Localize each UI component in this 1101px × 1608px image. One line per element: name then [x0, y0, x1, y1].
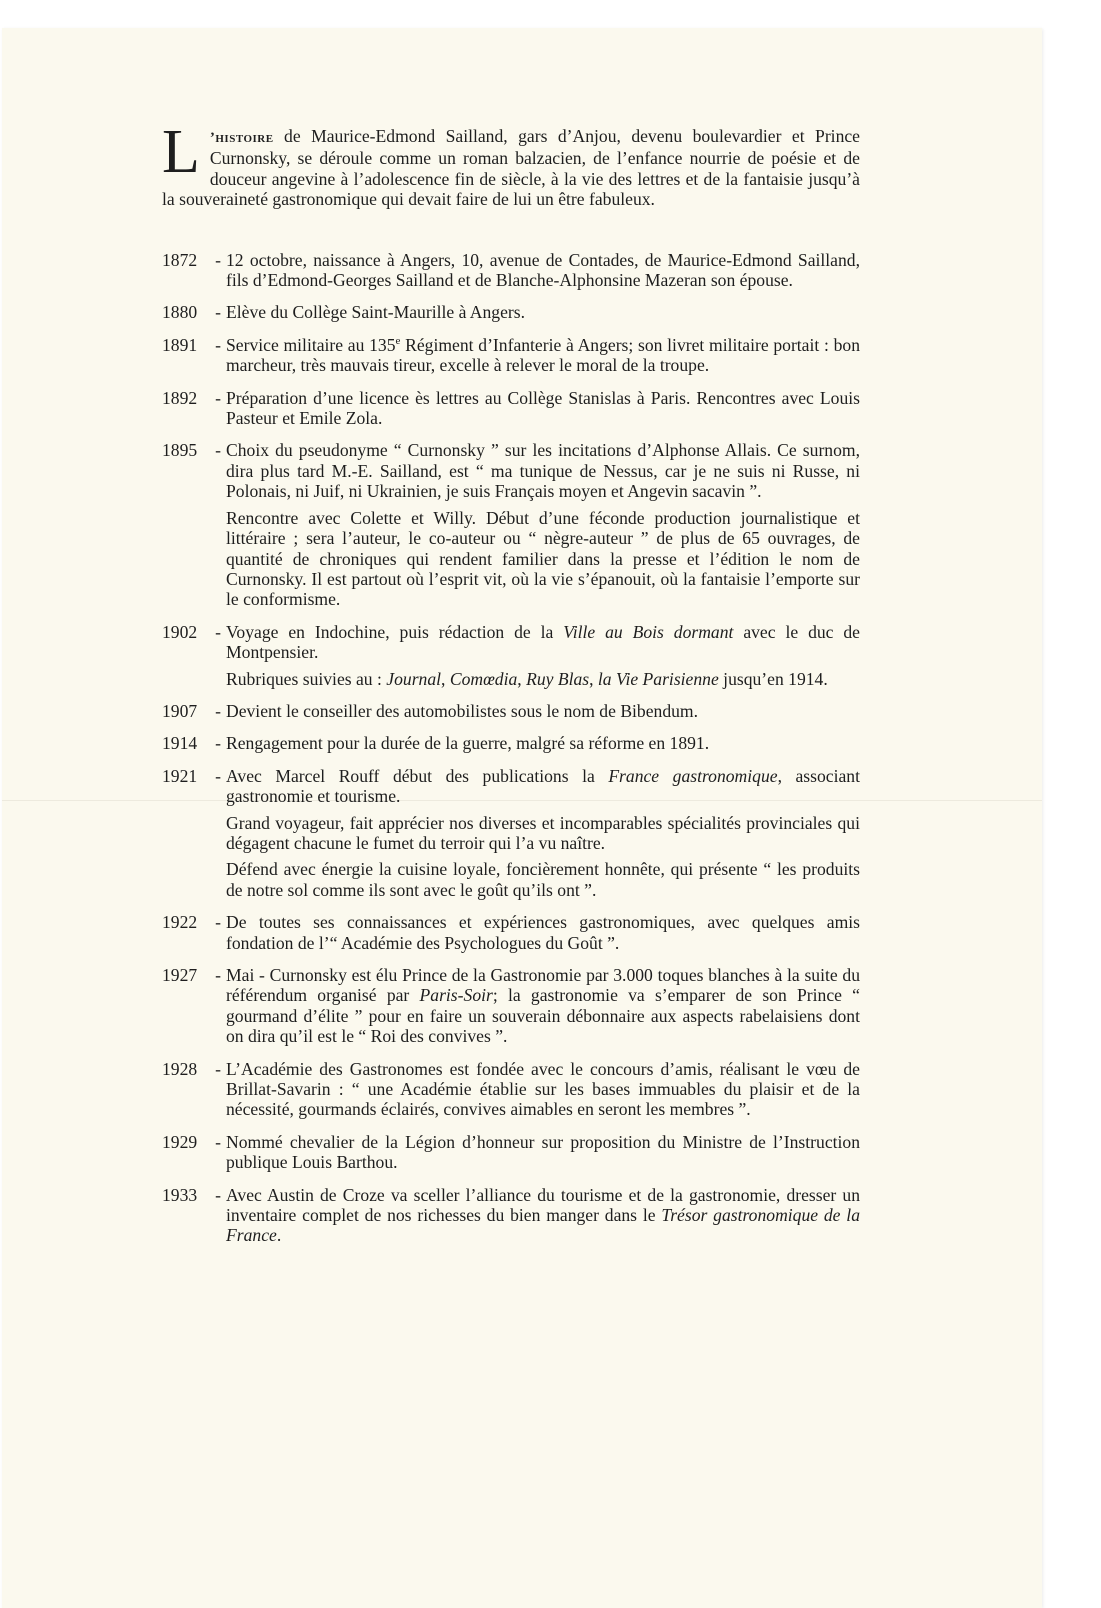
entry-dash: -	[215, 1184, 221, 1205]
entry-year: 1929	[162, 1131, 198, 1152]
intro-smallcaps: ’histoire	[209, 130, 274, 146]
entry-body	[226, 912, 860, 953]
entry-body	[226, 250, 860, 291]
entry-year: 1928	[162, 1058, 198, 1079]
entry-dash: -	[215, 440, 221, 461]
entry-text	[226, 335, 860, 376]
entry-dash: -	[215, 765, 221, 786]
entry-dash: -	[215, 1058, 221, 1079]
timeline-entry-1902	[162, 622, 860, 689]
entry-year: 1891	[162, 334, 198, 355]
text-segment: jusqu’en 1914.	[718, 668, 828, 689]
entry-text: L’Académie des Gastronomes est fondée avec le concours d’amis, réalisant le vœu de Brillat-Savarin : “ une Académie établie sur les bases immuables du plaisir et de la nécessité, gourmands éclairés, convives aimables en seront les membres ”.	[226, 1058, 860, 1120]
text-segment: Mai - Curnonsky est élu Prince de la Gastronomie par 3.000 toques blanches à la suite du référendum organisé par	[226, 965, 860, 1006]
entry-text	[226, 1185, 860, 1246]
italic-title: Trésor gastronomique de la France	[226, 1205, 860, 1246]
italic-title: Comœdia	[449, 668, 518, 689]
timeline-entry-1895	[162, 440, 860, 609]
entry-text	[226, 766, 860, 807]
timeline-entry-1922	[162, 912, 860, 953]
entry-body	[226, 701, 860, 721]
text-segment: Régiment d’Infanterie à Angers; son livret militaire portait : bon marcheur, très mauvais tireur, excelle à relever le moral de la troupe.	[226, 334, 860, 376]
entry-text	[226, 622, 860, 663]
italic-title: Ville au Bois dormant	[563, 621, 734, 642]
superscript: e	[395, 334, 401, 347]
timeline-entry-1928	[162, 1059, 860, 1120]
entry-dash: -	[215, 334, 221, 355]
entry-dash: -	[215, 965, 221, 985]
text-segment: , associant gastronomie et tourisme.	[226, 765, 860, 807]
entry-dash: -	[215, 733, 221, 754]
text-segment: Avec Marcel Rouff début des publications la	[226, 765, 609, 786]
text-segment: Service militaire au 135	[226, 334, 396, 355]
entry-year: 1880	[162, 302, 198, 323]
entry-year: 1921	[162, 765, 198, 786]
entry-dash: -	[215, 1131, 221, 1152]
entry-year: 1872	[162, 249, 198, 270]
text-segment: Rubriques suivies au :	[226, 668, 387, 689]
text-segment: Voyage en Indochine, puis rédaction de la	[226, 621, 564, 642]
entry-text: Devient le conseiller des automobilistes sous le nom de Bibendum.	[226, 700, 699, 721]
italic-title: Paris-Soir	[419, 985, 493, 1006]
entry-text: Défend avec énergie la cuisine loyale, foncièrement honnête, qui présente “ les produits de notre sol comme ils sont avec le goût qu’ils ont ”.	[226, 859, 860, 900]
text-segment: ,	[441, 668, 450, 689]
entry-text: 12 octobre, naissance à Angers, 10, avenue de Contades, de Maurice-Edmond Sailland, fils d’Edmond-Georges Sailland et de Blanche-Alphonsine Mazeran son épouse.	[226, 249, 860, 291]
entry-body	[226, 1132, 860, 1173]
timeline-entry-1933	[162, 1185, 860, 1246]
entry-body	[226, 766, 860, 900]
entry-year: 1933	[162, 1184, 198, 1205]
entry-dash: -	[215, 912, 221, 933]
timeline-entry-1880	[162, 302, 860, 322]
entry-body	[226, 1185, 860, 1246]
entry-body	[226, 302, 860, 322]
timeline-entry-1892	[162, 388, 860, 429]
entry-year: 1922	[162, 912, 198, 933]
timeline-entry-1914	[162, 733, 860, 753]
document-content	[162, 118, 860, 1258]
drop-cap: L	[162, 118, 200, 186]
entry-dash: -	[215, 700, 221, 721]
document-page	[2, 28, 1042, 1608]
intro-text: de Maurice-Edmond Sailland, gars d’Anjou, devenu boulevardier et Prince Curnonsky, se déroule comme un roman balzacien, de l’enfance nourrie de poésie et de douceur angevine à l’adolescence fin de siècle, à la vie des lettres et de la fantaisie jusqu’à la souveraineté gastronomique qui devait faire de lui un être fabuleux.	[162, 126, 860, 210]
entry-body	[226, 622, 860, 689]
timeline-entry-1927	[162, 965, 860, 1047]
entry-text: Elève du Collège Saint-Maurille à Angers.	[226, 302, 526, 323]
entry-year: 1907	[162, 700, 198, 721]
text-segment: avec le duc de Montpensier.	[226, 621, 860, 663]
entry-dash: -	[215, 387, 221, 408]
entry-year: 1902	[162, 621, 198, 642]
entry-body	[226, 965, 860, 1047]
entry-text: Grand voyageur, fait apprécier nos diverses et incomparables spécialités provinciales qui dégagent chacune le fumet du terroir qui l’a vu naître.	[226, 812, 860, 853]
entry-year: 1892	[162, 387, 198, 408]
entry-dash: -	[215, 302, 221, 323]
entry-year: 1914	[162, 733, 198, 754]
text-segment: Avec Austin de Croze va sceller l’alliance du tourisme et de la gastronomie, dresser un inventaire complet de nos richesses du bien manger dans le	[226, 1184, 860, 1226]
text-segment: ,	[589, 668, 598, 689]
entry-text: De toutes ses connaissances et expériences gastronomiques, avec quelques amis fondation de l’“ Académie des Psychologues du Goût ”.	[226, 912, 860, 953]
entry-body	[226, 335, 860, 376]
entry-text: Nommé chevalier de la Légion d’honneur sur proposition du Ministre de l’Instruction publique Louis Barthou.	[226, 1131, 860, 1173]
entry-text	[226, 669, 860, 689]
entry-text: Rengagement pour la durée de la guerre, malgré sa réforme en 1891.	[226, 733, 710, 754]
timeline-entry-1872	[162, 250, 860, 291]
entry-year: 1927	[162, 965, 198, 985]
italic-title: la Vie Parisienne	[597, 668, 719, 689]
entry-year: 1895	[162, 440, 198, 461]
entry-body	[226, 733, 860, 753]
italic-title: France gastronomique	[608, 765, 778, 786]
timeline-entry-1921	[162, 766, 860, 900]
entry-body	[226, 440, 860, 609]
intro-paragraph	[162, 118, 860, 210]
entry-text: Rencontre avec Colette et Willy. Début d’une féconde production journalistique et littéraire ; sera l’auteur, le co-auteur ou “ nègre-auteur ” de plus de 65 ouvrages, de quantité de chroniques qui rendent familier dans la presse et l’édition le nom de Curnonsky. Il est partout où l’esprit vit, où la vie s’épanouit, où la fantaisie l’emporte sur le conformisme.	[226, 507, 860, 610]
text-segment: ; la gastronomie va s’emparer de son Prince “ gourmand d’élite ” pour en faire un souverain débonnaire aux aspects rabelaisiens dont on dira qu’il est le “ Roi des convives ”.	[226, 985, 860, 1047]
entry-text: Choix du pseudonyme “ Curnonsky ” sur les incitations d’Alphonse Allais. Ce surnom, dira plus tard M.-E. Sailland, est “ ma tunique de Nessus, car je ne suis ni Russe, ni Polonais, ni Juif, ni Ukrainien, je suis Français moyen et Angevin sacavin ”.	[226, 440, 860, 502]
timeline-entry-1891	[162, 335, 860, 376]
text-segment: ,	[517, 668, 527, 689]
text-segment: .	[276, 1225, 282, 1246]
timeline-entry-1907	[162, 701, 860, 721]
entry-dash: -	[215, 621, 221, 642]
entry-body	[226, 388, 860, 429]
entry-dash: -	[215, 249, 221, 270]
entry-body	[226, 1059, 860, 1120]
entry-text: Préparation d’une licence ès lettres au Collège Stanislas à Paris. Rencontres avec Louis Pasteur et Emile Zola.	[226, 387, 860, 429]
entry-text	[226, 965, 860, 1047]
italic-title: Journal	[386, 668, 442, 689]
italic-title: Ruy Blas	[526, 668, 590, 689]
timeline-entry-1929	[162, 1132, 860, 1173]
